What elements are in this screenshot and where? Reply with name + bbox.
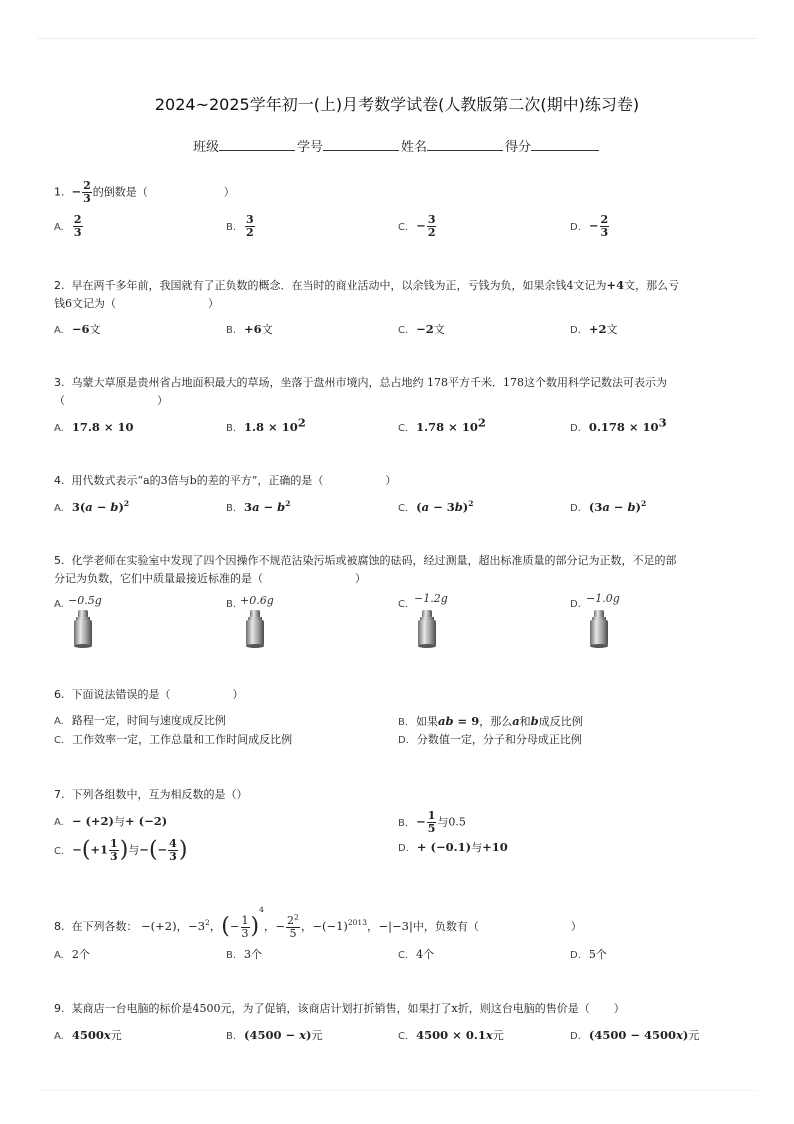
weight-label-a: −0.5g (68, 594, 102, 607)
question-number: 4. (54, 474, 65, 487)
question-text: 乌蒙大草原是贵州省占地面积最大的草场，坐落于盘州市境内，总占地约 178平方千米．178这个数用科学记数法可表示为 (71, 376, 667, 389)
class-label: 班级 (192, 140, 219, 155)
q3-option-b[interactable]: B. $1.8 \times 10^2$ (226, 415, 306, 434)
question-text: 用代数式表示“a的3倍与b的差的平方”，正确的是（ (71, 474, 324, 487)
question-6: 6. 下面说法错误的是（ ） (54, 688, 244, 701)
question-text: 在下列各数： (71, 920, 138, 933)
question-number: 1. (54, 185, 65, 199)
q4-option-d[interactable]: D. $(3a - b)^2$ (570, 499, 647, 514)
q8-option-c[interactable]: C. 4个 (398, 948, 435, 961)
question-text: 某商店一台电脑的标价是4500元，为了促销，该商店计划打折销售，如果打了x折，则这台电脑的售价是（ (71, 1002, 590, 1015)
q6-option-a[interactable]: A. 路程一定，时间与速度成反比例 (54, 714, 226, 727)
q2-option-c[interactable]: C. −2文 (398, 322, 445, 336)
question-1: 1. − $\frac{2}{3}$ 的倒数是（ ） (54, 179, 235, 205)
q6-option-b[interactable]: B. 如果ab = 9，那么a和b成反比例 (398, 714, 583, 728)
question-text: 的倒数是（ (92, 185, 148, 199)
q7-option-d[interactable]: D. + (−0.1)与+10 (398, 840, 508, 854)
q7-option-c[interactable]: C. −(+1 $\frac{1}{3}$ )与−(− $\frac{4}{3}$ ) (54, 837, 188, 863)
q3-option-a[interactable]: A. 17.8 × 10 (54, 420, 134, 434)
question-number: 2. (54, 279, 65, 292)
q2-option-d[interactable]: D. +2文 (570, 322, 618, 336)
q4-option-a[interactable]: A. $3(a - b)^2$ (54, 499, 130, 514)
q2-option-b[interactable]: B. +6文 (226, 322, 273, 336)
q8-option-b[interactable]: B. 3个 (226, 948, 263, 961)
q5-option-c[interactable]: C. (398, 599, 409, 610)
q8-option-a[interactable]: A. 2个 (54, 948, 90, 961)
q5-option-b[interactable]: B. (226, 599, 237, 610)
score-field[interactable] (531, 138, 599, 151)
page-title: 2024~2025学年初一(上)月考数学试卷(人教版第二次(期中)练习卷) (154, 95, 640, 114)
q7-option-b[interactable]: B. − $\frac{1}{5}$ 与0.5 (398, 809, 466, 835)
weight-label-b: +0.6g (240, 594, 274, 607)
number-field[interactable] (323, 138, 399, 151)
q9-option-a[interactable]: A. 4500x元 (54, 1028, 122, 1042)
q5-option-d[interactable]: D. (570, 599, 581, 610)
question-4: 4. 用代数式表示“a的3倍与b的差的平方”，正确的是（ ） (54, 474, 397, 487)
question-number: 7. (54, 788, 65, 801)
question-8: 8. 在下列各数： −(+2)，$-3^2$，(− $\frac{1}{3}$ )$^4$，− $\frac{2^2}{5}$ ，$-(-1)^{2013}$，−|−3|中，负数有（ ） (54, 905, 582, 940)
q1-option-a[interactable]: A. $\frac{2}{3}$ (54, 213, 82, 239)
q1-option-c[interactable]: C. − $\frac{3}{2}$ (398, 213, 436, 239)
question-7 (54, 786, 744, 804)
question-text: 化学老师在实验室中发现了四个因操作不规范沾染污垢或被腐蚀的砝码，经过测量，超出标准质量的部分记为正数，不足的部 (71, 554, 677, 567)
q7-option-a[interactable]: A. − (+2)与+ (−2) (54, 814, 168, 828)
top-rule (38, 38, 756, 39)
q9-option-b[interactable]: B. (4500 − x)元 (226, 1028, 323, 1042)
question-number: 9. (54, 1002, 65, 1015)
weight-icon (416, 610, 438, 648)
question-9: 9. 某商店一台电脑的标价是4500元，为了促销，该商店计划打折销售，如果打了x折，则这台电脑的售价是（ ） (54, 1002, 625, 1015)
bottom-rule (38, 1090, 756, 1091)
q1-option-b[interactable]: B. $\frac{3}{2}$ (226, 213, 254, 239)
q6-option-d[interactable]: D. 分数值一定，分子和分母成正比例 (398, 733, 582, 746)
q8-option-d[interactable]: D. 5个 (570, 948, 607, 961)
name-field[interactable] (427, 138, 503, 151)
name-label: 姓名 (401, 140, 428, 155)
student-info-row (0, 136, 794, 155)
question-5: 5. 化学老师在实验室中发现了四个因操作不规范沾染污垢或被腐蚀的砝码，经过测量，超出标准质量的部分记为正数，不足的部 分记为负数，它们中质量最接近标准的是（ ） (54, 554, 677, 585)
q1-option-d[interactable]: D. − $\frac{2}{3}$ (570, 213, 609, 239)
score-label: 得分 (505, 140, 532, 155)
weight-label-c: −1.2g (414, 592, 448, 605)
q2-option-a[interactable]: A. −6文 (54, 322, 101, 336)
q9-option-c[interactable]: C. 4500 × 0.1x元 (398, 1028, 504, 1042)
fraction: $\frac{2}{3}$ (83, 179, 91, 205)
question-number: 5. (54, 554, 65, 567)
weight-icon (588, 610, 610, 648)
q4-option-b[interactable]: B. $3a - b^2$ (226, 499, 291, 514)
q5-option-a[interactable]: A. (54, 599, 64, 610)
question-2: 2. 早在两千多年前，我国就有了正负数的概念．在当时的商业活动中，以余钱为正，亏钱为负，如果余钱4文记为+4文，那么亏 钱6文记为（ ） (54, 278, 680, 310)
q9-option-d[interactable]: D. (4500 − 4500x)元 (570, 1028, 700, 1042)
question-text: 下面说法错误的是（ (71, 688, 171, 701)
weight-icon (72, 610, 94, 648)
question-text: 下列各组数中，互为相反数的是（） (71, 788, 248, 801)
q3-option-c[interactable]: C. $1.78 \times 10^2$ (398, 415, 486, 434)
q3-option-d[interactable]: D. $0.178 \times 10^3$ (570, 415, 667, 434)
weight-label-d: −1.0g (586, 592, 620, 605)
class-field[interactable] (219, 138, 295, 151)
q6-option-c[interactable]: C. 工作效率一定，工作总量和工作时间成反比例 (54, 733, 293, 746)
question-3: 3. 乌蒙大草原是贵州省占地面积最大的草场，坐落于盘州市境内，总占地约 178平方千米．178这个数用科学记数法可表示为 （ ） (54, 376, 667, 407)
question-number: 6. (54, 688, 65, 701)
question-number: 8. (54, 920, 65, 933)
question-number: 3. (54, 376, 65, 389)
number-label: 学号 (296, 140, 323, 155)
weight-icon (244, 610, 266, 648)
question-text: 早在两千多年前，我国就有了正负数的概念．在当时的商业活动中，以余钱为正，亏钱为负，如果余钱4文记为 (71, 279, 607, 292)
q4-option-c[interactable]: C. $(a - 3b)^2$ (398, 499, 474, 514)
